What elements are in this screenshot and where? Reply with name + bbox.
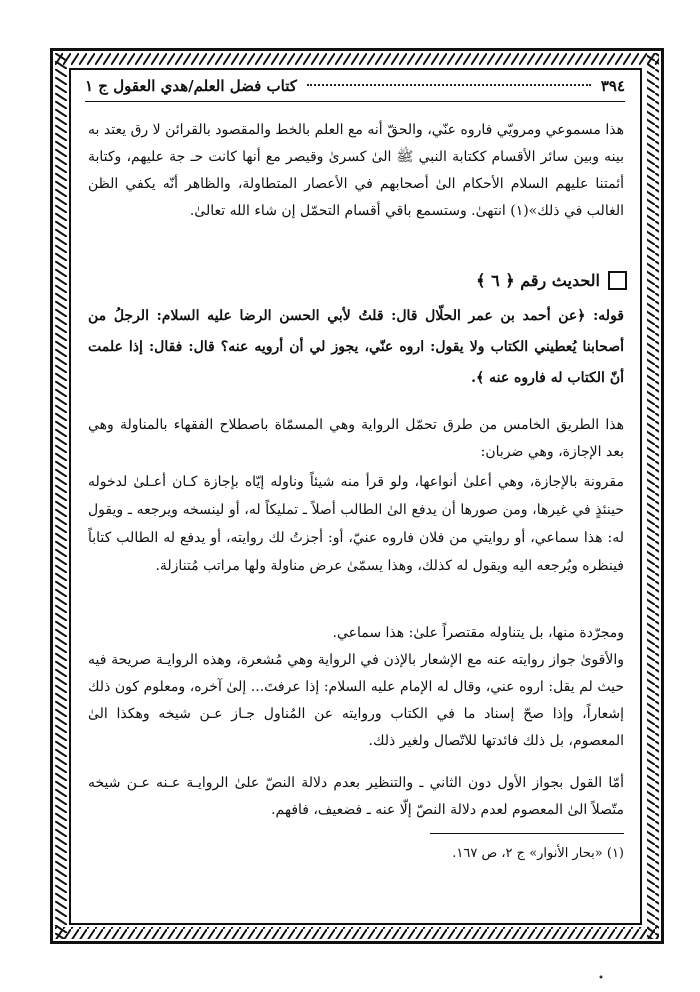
intro-paragraph: هذا مسموعي ومرويّي فاروه عنّي، والحقّ أنه مع العلم بالخط والمقصود بالقرائن لا رق يعتد به بينه وبين سائر الأقسام ككتابة النبي ﷺ الىٰ كسرىٰ وقيصر مع أنها كانت حـ جة عليهم، وكتابة أئمتنا عليهم السلام الأحكام الىٰ أصحابهم في الأعصار المتطاولة، والظاهر أنّه يكفي الظن الغالب في ذلك»(١) انتهىٰ. وستسمع باقي أقسام التحمّل إن شاء الله تعالىٰ. bbox=[88, 122, 624, 219]
hadith-title: الحديث رقم ﴿ ٦ ﴾ bbox=[476, 270, 600, 290]
checkbox-icon bbox=[608, 271, 627, 290]
commentary-paragraph-5: أمّا القول بجواز الأول دون الثاني ـ والتنظير بعدم دلالة النصّ علىٰ الروايـة عـنه عـن شيخه متّصلاً الىٰ المعصوم لعدم دلالة النصّ إلّا عنه ـ فضعيف، فافهم. bbox=[88, 775, 624, 818]
book-title: كتاب فضل العلم/هدي العقول ج ١ bbox=[85, 77, 297, 95]
running-header bbox=[85, 74, 625, 98]
header-rule bbox=[85, 101, 625, 102]
header-leader-dots bbox=[307, 80, 591, 86]
commentary-paragraph-1: هذا الطريق الخامس من طرق تحمّل الرواية وهي المسمّاة باصطلاح الفقهاء بالمناولة وهي بعد الإجازة، وهي ضربان: bbox=[88, 417, 624, 460]
commentary-paragraph-3: ومجرّدة منها، بل يتناوله مقتصراً علىٰ: هذا سماعي. bbox=[332, 625, 624, 641]
commentary-paragraph-4: والأقوىٰ جواز روايته عنه مع الإشعار بالإذن في الرواية وهي مُشعرة، وهذه الروايـة صريحة فيه حيث لم يقل: اروه عني، وقال له الإمام عليه السلام: إذا عرفتَ... إلىٰ آخره، ومعلوم كون ذلك إشعاراً، وإذا صحّ إسناد ما في الكتاب وروايته عن المُناول جـاز عـن شيخه وهكذا الىٰ المعصوم، بل ذلك فائدتها للاتّصال ولغير ذلك. bbox=[88, 652, 624, 749]
footnote: (١) «بحار الأنوار» ج ٢، ص ١٦٧. bbox=[452, 846, 624, 861]
footnote-rule bbox=[430, 833, 624, 834]
hadith-heading bbox=[400, 267, 627, 293]
scan-mark-icon bbox=[598, 974, 604, 980]
commentary-paragraph-2: مقرونة بالإجازة، وهي أعلىٰ أنواعها، ولو قرأ منه شيئاً وناوله إيّاه بإجازة كـان أعـلىٰ لدخوله حينئذٍ في غيرها، ومن صورها أن يدفع الىٰ الطالب أصلاً ـ تمليكاً له، أو لينسخه ويرجعه ـ ويقول له: هذا سماعي، أو روايتي من فلان فاروه عنيّ، أو: أجزتُ لك روايته، أو يدفع له الطالب كتاباً فينظره ويُرجعه اليه ويقول له كذلك، وهذا يسمّىٰ عرض مناولة ولها مراتب مُتنازلة. bbox=[88, 474, 624, 574]
hadith-text: قوله: ﴿عن أحمد بن عمر الحلّال قال: قلتُ لأبي الحسن الرضا عليه السلام: الرجلُ من أصحابنا يُعطيني الكتاب ولا يقول: اروه عنّي، يجوز لي أن أرويه عنه؟ قال: فقال: إذا علمت أنّ الكتاب له فاروه عنه ﴾. bbox=[88, 308, 624, 386]
page-number: ٣٩٤ bbox=[600, 77, 625, 95]
